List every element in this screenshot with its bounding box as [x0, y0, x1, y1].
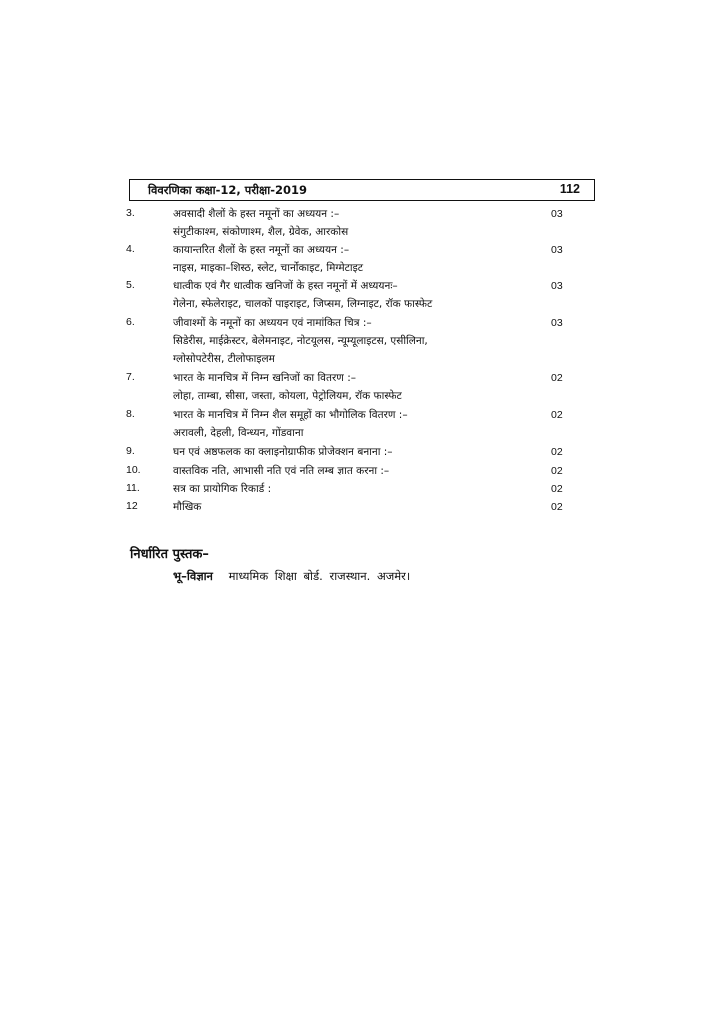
- header-title: विवरणिका कक्षा-12, परीक्षा-2019: [148, 183, 307, 197]
- item-number: 3.: [126, 207, 135, 219]
- item-number: 12: [126, 500, 138, 512]
- item-number: 10.: [126, 464, 141, 476]
- item-marks: 02: [551, 501, 563, 513]
- item-title: मौखिक: [173, 501, 202, 513]
- item-number: 6.: [126, 316, 135, 328]
- item-marks: 03: [551, 244, 563, 256]
- item-number: 4.: [126, 243, 135, 255]
- item-marks: 03: [551, 280, 563, 292]
- item-number: 8.: [126, 408, 135, 420]
- item-title: धात्वीक एवं गैर धात्वीक खनिजों के हस्त नमूनों में अध्ययनः–: [173, 280, 398, 292]
- item-title: भारत के मानचित्र में निम्न शैल समूहों का भौगोलिक वितरण :–: [173, 409, 408, 421]
- prescribed-book-entry: [173, 569, 410, 584]
- item-number: 7.: [126, 371, 135, 383]
- item-detail: गेलेना, स्फेलेराइट, चालकों पाइराइट, जिप्सम, लिग्नाइट, रॉक फास्फेट: [173, 298, 433, 310]
- book-subject: भू–विज्ञान: [173, 569, 213, 583]
- item-title: सत्र का प्रायोगिक रिकार्ड :: [173, 483, 272, 495]
- item-title: जीवाश्मों के नमूनों का अध्ययन एवं नामांकित चित्र :–: [173, 317, 372, 329]
- item-number: 9.: [126, 445, 135, 457]
- item-detail: ग्लोसोपटेरीस, टीलोफाइलम: [173, 353, 275, 365]
- item-marks: 02: [551, 483, 563, 495]
- item-marks: 02: [551, 446, 563, 458]
- item-marks: 02: [551, 409, 563, 421]
- item-marks: 02: [551, 372, 563, 384]
- item-marks: 03: [551, 317, 563, 329]
- item-number: 11.: [126, 482, 140, 494]
- item-detail: अरावली, देहली, विन्ध्यन, गोंडवाना: [173, 427, 304, 439]
- item-title: अवसादी शैलों के हस्त नमूनों का अध्ययन :–: [173, 208, 340, 220]
- prescribed-books-heading: निर्धारित पुस्तक–: [130, 547, 209, 562]
- item-detail: सिडेरीस, माईक्रेस्टर, बेलेमनाइट, नोटयूलस, न्यूम्यूलाइटस, एसीलिना,: [173, 335, 428, 347]
- item-detail: संगुटीकाश्म, संकोणाश्म, शैल, ग्रेवेक, आरकोस: [173, 226, 349, 238]
- document-header: [129, 179, 595, 201]
- item-marks: 03: [551, 208, 563, 220]
- item-number: 5.: [126, 279, 135, 291]
- item-marks: 02: [551, 465, 563, 477]
- item-title: कायान्तरित शैलों के हस्त नमूनों का अध्ययन :–: [173, 244, 350, 256]
- item-title: घन एवं अष्ठफलक का क्लाइनोग्राफीक प्रोजेक्शन बनाना :–: [173, 446, 393, 458]
- page-number: 112: [559, 182, 580, 196]
- book-publisher: माध्यमिक शिक्षा बोर्ड. राजस्थान. अजमेर।: [228, 569, 411, 583]
- item-detail: नाइस, माइका–शिस्ठ, स्लेट, चार्नोकाइट, मिग्मेटाइट: [173, 262, 364, 274]
- item-title: भारत के मानचित्र में निम्न खनिजों का वितरण :–: [173, 372, 356, 384]
- item-title: वास्तविक नति, आभासी नति एवं नति लम्ब ज्ञात करना :–: [173, 465, 390, 477]
- item-detail: लोहा, ताम्बा, सीसा, जस्ता, कोयला, पेट्रोलियम, रॉक फास्फेट: [173, 390, 402, 402]
